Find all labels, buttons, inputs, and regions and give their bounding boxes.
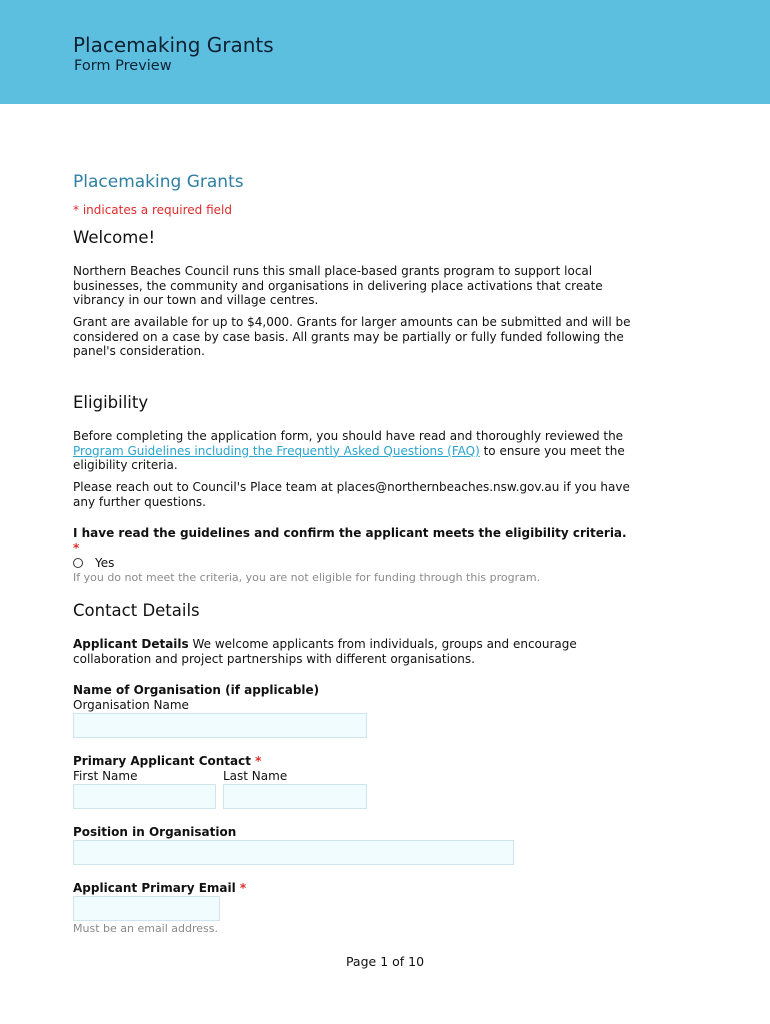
first-name-label: First Name: [73, 769, 138, 783]
text-line: panel's consideration.: [73, 344, 205, 359]
text-line: businesses, the community and organisations in delivering place activations that create: [73, 278, 603, 293]
eligibility-heading: Eligibility: [73, 393, 149, 412]
email-label: [73, 881, 246, 895]
primary-contact-label: [73, 754, 261, 768]
organisation-sublabel: Organisation Name: [73, 698, 189, 712]
text-line: eligibility criteria.: [73, 458, 178, 473]
last-name-label: Last Name: [223, 769, 288, 783]
eligibility-help-text: If you do not meet the criteria, you are not eligible for funding through this program.: [73, 571, 541, 584]
welcome-heading: Welcome!: [73, 228, 156, 247]
eligibility-paragraph-1: [73, 429, 683, 473]
contact-heading: Contact Details: [73, 601, 200, 620]
first-name-input[interactable]: [73, 784, 216, 809]
eligibility-paragraph-2: [73, 480, 683, 509]
position-input[interactable]: [73, 840, 514, 865]
radio-option-yes[interactable]: [73, 556, 114, 570]
email-label-text: Applicant Primary Email: [73, 881, 236, 895]
eligibility-question-label: I have read the guidelines and confirm the applicant meets the eligibility criteria.: [73, 526, 627, 540]
organisation-name-input[interactable]: [73, 713, 367, 738]
email-help-text: Must be an email address.: [73, 922, 219, 935]
text-line: collaboration and project partnerships with different organisations.: [73, 651, 475, 666]
last-name-input[interactable]: [223, 784, 367, 809]
text-line: Please reach out to Council's Place team at places@northernbeaches.nsw.gov.au if you have: [73, 480, 630, 494]
text-line: Grant are available for up to $4,000. Grants for larger amounts can be submitted and will be: [73, 315, 631, 329]
program-guidelines-link[interactable]: Program Guidelines including the Frequently Asked Questions (FAQ): [73, 443, 480, 458]
text-line: any further questions.: [73, 494, 206, 509]
page-indicator: Page 1 of 10: [345, 954, 425, 969]
welcome-paragraph-1: [73, 264, 683, 308]
required-star: *: [239, 881, 247, 895]
contact-intro: [73, 637, 683, 666]
page-header: [0, 0, 770, 104]
position-label: Position in Organisation: [73, 825, 237, 839]
header-title: Placemaking Grants: [73, 33, 274, 57]
welcome-paragraph-2: [73, 315, 683, 359]
text-line: Northern Beaches Council runs this small place-based grants program to support local: [73, 264, 593, 278]
text-line: Before completing the application form, you should have read and thoroughly reviewed the: [73, 429, 624, 443]
text-segment: We welcome applicants from individuals, groups and encourage: [188, 637, 577, 651]
text-segment: to ensure you meet the: [479, 443, 625, 458]
required-star: *: [73, 541, 80, 555]
header-subtitle: Form Preview: [74, 58, 172, 74]
organisation-label: Name of Organisation (if applicable): [73, 683, 320, 697]
text-line: considered on a case by case basis. All grants may be partially or fully funded following the: [73, 329, 624, 344]
text-line: vibrancy in our town and village centres.: [73, 293, 319, 308]
form-title: Placemaking Grants: [73, 172, 244, 192]
text-line: [73, 637, 683, 652]
radio-button[interactable]: [73, 558, 83, 568]
applicant-details-label: Applicant Details: [73, 637, 189, 651]
primary-contact-text: Primary Applicant Contact: [73, 754, 251, 768]
text-line: [73, 444, 683, 459]
required-note: * indicates a required field: [73, 203, 232, 217]
email-input[interactable]: [73, 896, 220, 921]
radio-label: Yes: [95, 556, 115, 570]
required-star: *: [255, 754, 262, 768]
